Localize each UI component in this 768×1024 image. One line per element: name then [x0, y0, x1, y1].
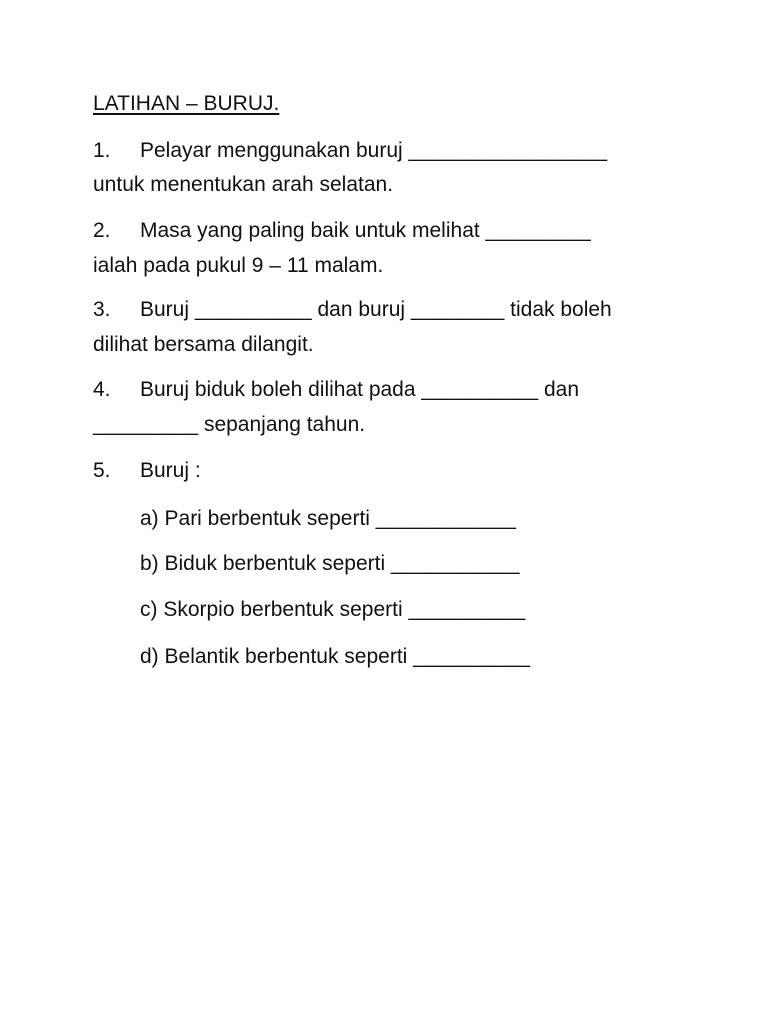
question-number: 4. — [93, 378, 111, 401]
question-number: 5. — [93, 459, 111, 482]
worksheet-title: LATIHAN – BURUJ. — [93, 92, 280, 115]
sub-item-text: a) Pari berbentuk seperti ____________ — [140, 507, 516, 530]
question-text: Pelayar menggunakan buruj _________________ — [140, 139, 608, 162]
question-text-continuation: dilihat bersama dilangit. — [93, 333, 314, 356]
question-text-continuation: untuk menentukan arah selatan. — [93, 173, 394, 196]
sub-item-text: c) Skorpio berbentuk seperti __________ — [140, 598, 526, 621]
question-text: Masa yang paling baik untuk melihat _________ — [140, 219, 591, 242]
question-text: Buruj : — [140, 459, 201, 482]
question-text-continuation: ialah pada pukul 9 – 11 malam. — [93, 254, 384, 277]
question-number: 1. — [93, 139, 111, 162]
question-number: 2. — [93, 219, 111, 242]
sub-item-text: d) Belantik berbentuk seperti __________ — [140, 645, 530, 668]
question-text-continuation: _________ sepanjang tahun. — [93, 413, 366, 436]
question-text: Buruj __________ dan buruj ________ tidak boleh — [140, 298, 612, 321]
question-number: 3. — [93, 298, 111, 321]
question-text: Buruj biduk boleh dilihat pada __________ dan — [140, 378, 580, 401]
sub-item-text: b) Biduk berbentuk seperti ___________ — [140, 552, 520, 575]
